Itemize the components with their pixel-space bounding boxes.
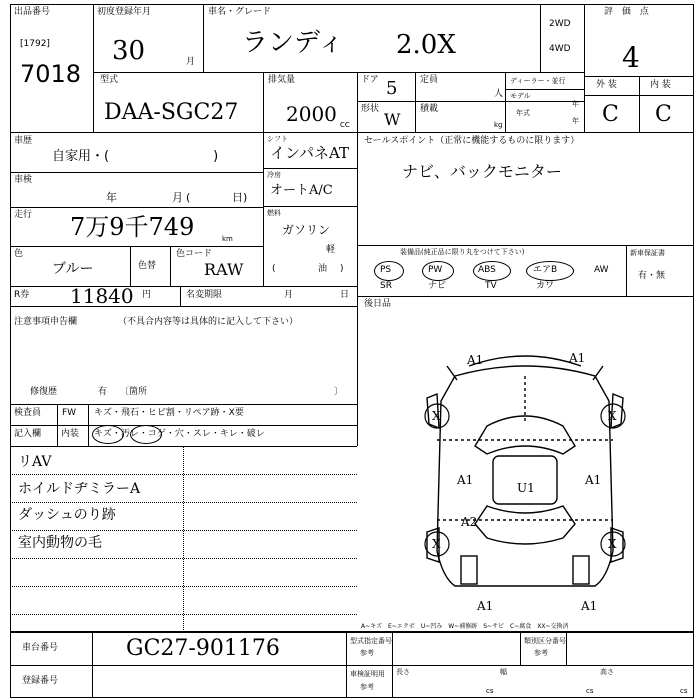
color-value: ブルー: [52, 261, 94, 277]
circle-kizu: [92, 425, 124, 444]
load-unit: kg: [494, 121, 503, 129]
model-name-value: ランディ: [242, 28, 344, 58]
model-code-label: 型式: [100, 75, 119, 85]
mark-x-front-right-wheel: X: [608, 409, 617, 423]
score-value: 4: [622, 41, 640, 74]
circle-airbag: [526, 261, 574, 281]
mark-u1-roof: U1: [517, 481, 535, 495]
spec-ref-sub: 参考: [360, 649, 374, 657]
equip-aw: AW: [594, 265, 609, 275]
svg-text:A~キズ E~エクボ U~凹み W~補修跡 S~サビ C~腐: A~キズ E~エクボ U~凹み W~補修跡 S~サビ C~腐食 XX~交換済: [361, 623, 569, 630]
color-change-label: 色替: [138, 261, 157, 271]
name-change-day: 日: [340, 290, 350, 300]
notes-sub: （不具合内容等は具体的に記入して下さい）: [118, 317, 299, 327]
new-warranty-label: 新車保証書: [630, 249, 665, 257]
equip-abs: ABS: [478, 265, 496, 275]
color-code-value: RAW: [204, 260, 244, 279]
cert-label: 車検証明用: [350, 670, 385, 678]
fuel-label: 燃料: [267, 209, 281, 217]
year-unit: 年: [572, 117, 579, 125]
interior-label: 内 装: [650, 80, 671, 90]
color-label: 色: [14, 249, 24, 259]
circle-abs: [473, 261, 511, 281]
shift-value: インパネAT: [270, 144, 349, 162]
hand-note-2: ホイルドヂミラーA: [18, 481, 141, 497]
name-change-month: 月: [284, 290, 294, 300]
interior-value: C: [655, 102, 672, 127]
length-label: 長さ: [396, 668, 410, 676]
hand-note-1: リAV: [18, 454, 52, 470]
entry-label: 記入欄: [14, 429, 42, 439]
class-ref-sub: 参考: [534, 649, 548, 657]
hand-note-3: ダッシュのり跡: [18, 507, 116, 523]
class-ref-label: 類別区分番号: [524, 637, 566, 645]
exterior-label: 外 装: [596, 80, 617, 90]
equip-sr: SR: [380, 281, 392, 291]
model-name-label: 車名・グレード: [208, 7, 272, 17]
model-year-label: モデル: [510, 92, 531, 100]
exterior-value: C: [602, 102, 619, 127]
capacity-label: 定員: [420, 75, 439, 85]
model-code-value: DAA-SGC27: [104, 100, 239, 125]
mark-a1-front-right: A1: [569, 351, 586, 365]
circle-yogore: [130, 425, 162, 444]
mark-a1-rear-right: A1: [581, 599, 598, 613]
color-code-label: 色コード: [176, 249, 213, 259]
repair-place: 〔箇所: [120, 387, 148, 397]
sales-label: セールスポイント（正常に機能するものに限ります）: [364, 136, 580, 146]
name-change-label: 名変期限: [186, 290, 223, 300]
hand-note-4: 室内動物の毛: [18, 535, 102, 551]
lot-label: 出品番号: [14, 7, 51, 17]
repair-label: 修復歴: [30, 387, 58, 397]
mileage-unit: km: [222, 235, 233, 243]
drive-4wd: 4WD: [549, 44, 571, 54]
lot-number: 7018: [20, 60, 82, 88]
fw-items: キズ・飛石・ヒビ割・リペア跡・X要: [94, 408, 244, 418]
fuel-diesel: 油: [318, 264, 328, 274]
door-label: ドア: [361, 75, 379, 85]
circle-ps: [374, 261, 404, 281]
mark-a2-rear-left: A2: [461, 515, 478, 529]
history-label: 車歴: [14, 136, 33, 146]
model-year-unit: 年: [572, 100, 579, 108]
mileage-label: 走行: [14, 210, 33, 220]
equip-leather: カワ: [536, 281, 555, 291]
r-ticket-label: R券: [14, 290, 30, 300]
mark-a1-door-right: A1: [585, 473, 602, 487]
door-value: 5: [386, 78, 398, 99]
equip-tv: TV: [485, 281, 497, 291]
interior-items: キズ・汚レ・コゲ・穴・スレ・キレ・破レ: [94, 429, 265, 439]
width-unit: cs: [586, 687, 594, 695]
legend: [361, 622, 569, 630]
grade-value: 2.0X: [396, 30, 456, 60]
width-label: 幅: [500, 668, 507, 676]
lot-bracket: [1792]: [20, 39, 50, 49]
load-label: 積載: [420, 104, 439, 114]
ac-value: オートA/C: [270, 183, 333, 198]
inspection-year: 年: [106, 191, 117, 204]
equip-ps: PS: [380, 265, 392, 275]
mark-a1-rear-left: A1: [477, 599, 494, 613]
shift-label: シフト: [267, 135, 288, 143]
first-reg-value: 30: [112, 36, 146, 66]
inspection-open-paren: (: [186, 191, 191, 204]
inspector-label: 検査員: [14, 408, 42, 418]
ac-label: 冷房: [267, 171, 281, 179]
new-warranty-value: 有・無: [638, 271, 666, 281]
equipment-label: 装備品(純正品に限り丸をつけて下さい): [400, 248, 525, 256]
cert-sub: 参考: [360, 683, 374, 691]
repair-value: 有: [98, 387, 108, 397]
spec-ref-label: 型式指定番号: [350, 637, 392, 645]
mark-a1-front-left: A1: [467, 353, 484, 367]
displacement-unit: CC: [340, 121, 350, 129]
reg-label: 登録番号: [22, 676, 59, 686]
fuel-light: 軽: [326, 245, 336, 255]
shape-value: W: [384, 110, 401, 129]
dealer-label: ディーラー・並行: [510, 77, 566, 85]
drive-2wd: 2WD: [549, 19, 571, 29]
inspection-month: 月: [172, 191, 183, 204]
first-reg-label: 初度登録年月: [97, 7, 152, 17]
chassis-label: 車台番号: [22, 643, 59, 653]
displacement-label: 排気量: [268, 75, 296, 85]
equip-navi: ナビ: [428, 281, 447, 291]
r-ticket-value: 11840: [70, 284, 134, 308]
score-label: 評 価 点: [604, 7, 652, 17]
fw-label: FW: [62, 408, 77, 418]
chassis-value: GC27-901176: [126, 636, 280, 661]
displacement-value: 2000: [286, 102, 337, 126]
shape-label: 形状: [361, 104, 380, 114]
fuel-paren-open: (: [272, 264, 276, 274]
mark-x-front-left-wheel: X: [432, 409, 441, 423]
mileage-value: 7万9千749: [70, 213, 195, 241]
equip-airbag: エアB: [533, 265, 558, 275]
fuel-value: ガソリン: [282, 223, 331, 237]
circle-pw: [422, 261, 454, 281]
length-unit: cs: [486, 687, 494, 695]
height-unit: cs: [680, 687, 688, 695]
height-label: 高さ: [600, 668, 614, 676]
mark-x-rear-right-wheel: X: [608, 537, 617, 551]
history-value: 自家用・( ): [52, 149, 219, 164]
car-damage-diagram: [357, 306, 694, 632]
notes-label: 注意事項申告欄: [14, 317, 78, 327]
capacity-unit: 人: [494, 89, 504, 99]
inspection-label: 車検: [14, 175, 33, 185]
mark-a1-door-left: A1: [457, 473, 474, 487]
mark-x-rear-left-wheel: X: [432, 537, 441, 551]
repair-close: 〕: [334, 387, 344, 397]
first-reg-month-unit: 月: [186, 57, 196, 67]
interior-check-label: 内装: [61, 429, 80, 439]
year-label: 年式: [516, 109, 530, 117]
inspection-day: 日): [232, 191, 248, 204]
sales-value: ナビ、バックモニター: [402, 162, 562, 181]
fuel-paren-close: ): [340, 264, 344, 274]
post-reg-label: 後日品: [364, 299, 392, 309]
equip-pw: PW: [428, 265, 443, 275]
r-ticket-unit: 円: [142, 290, 152, 300]
